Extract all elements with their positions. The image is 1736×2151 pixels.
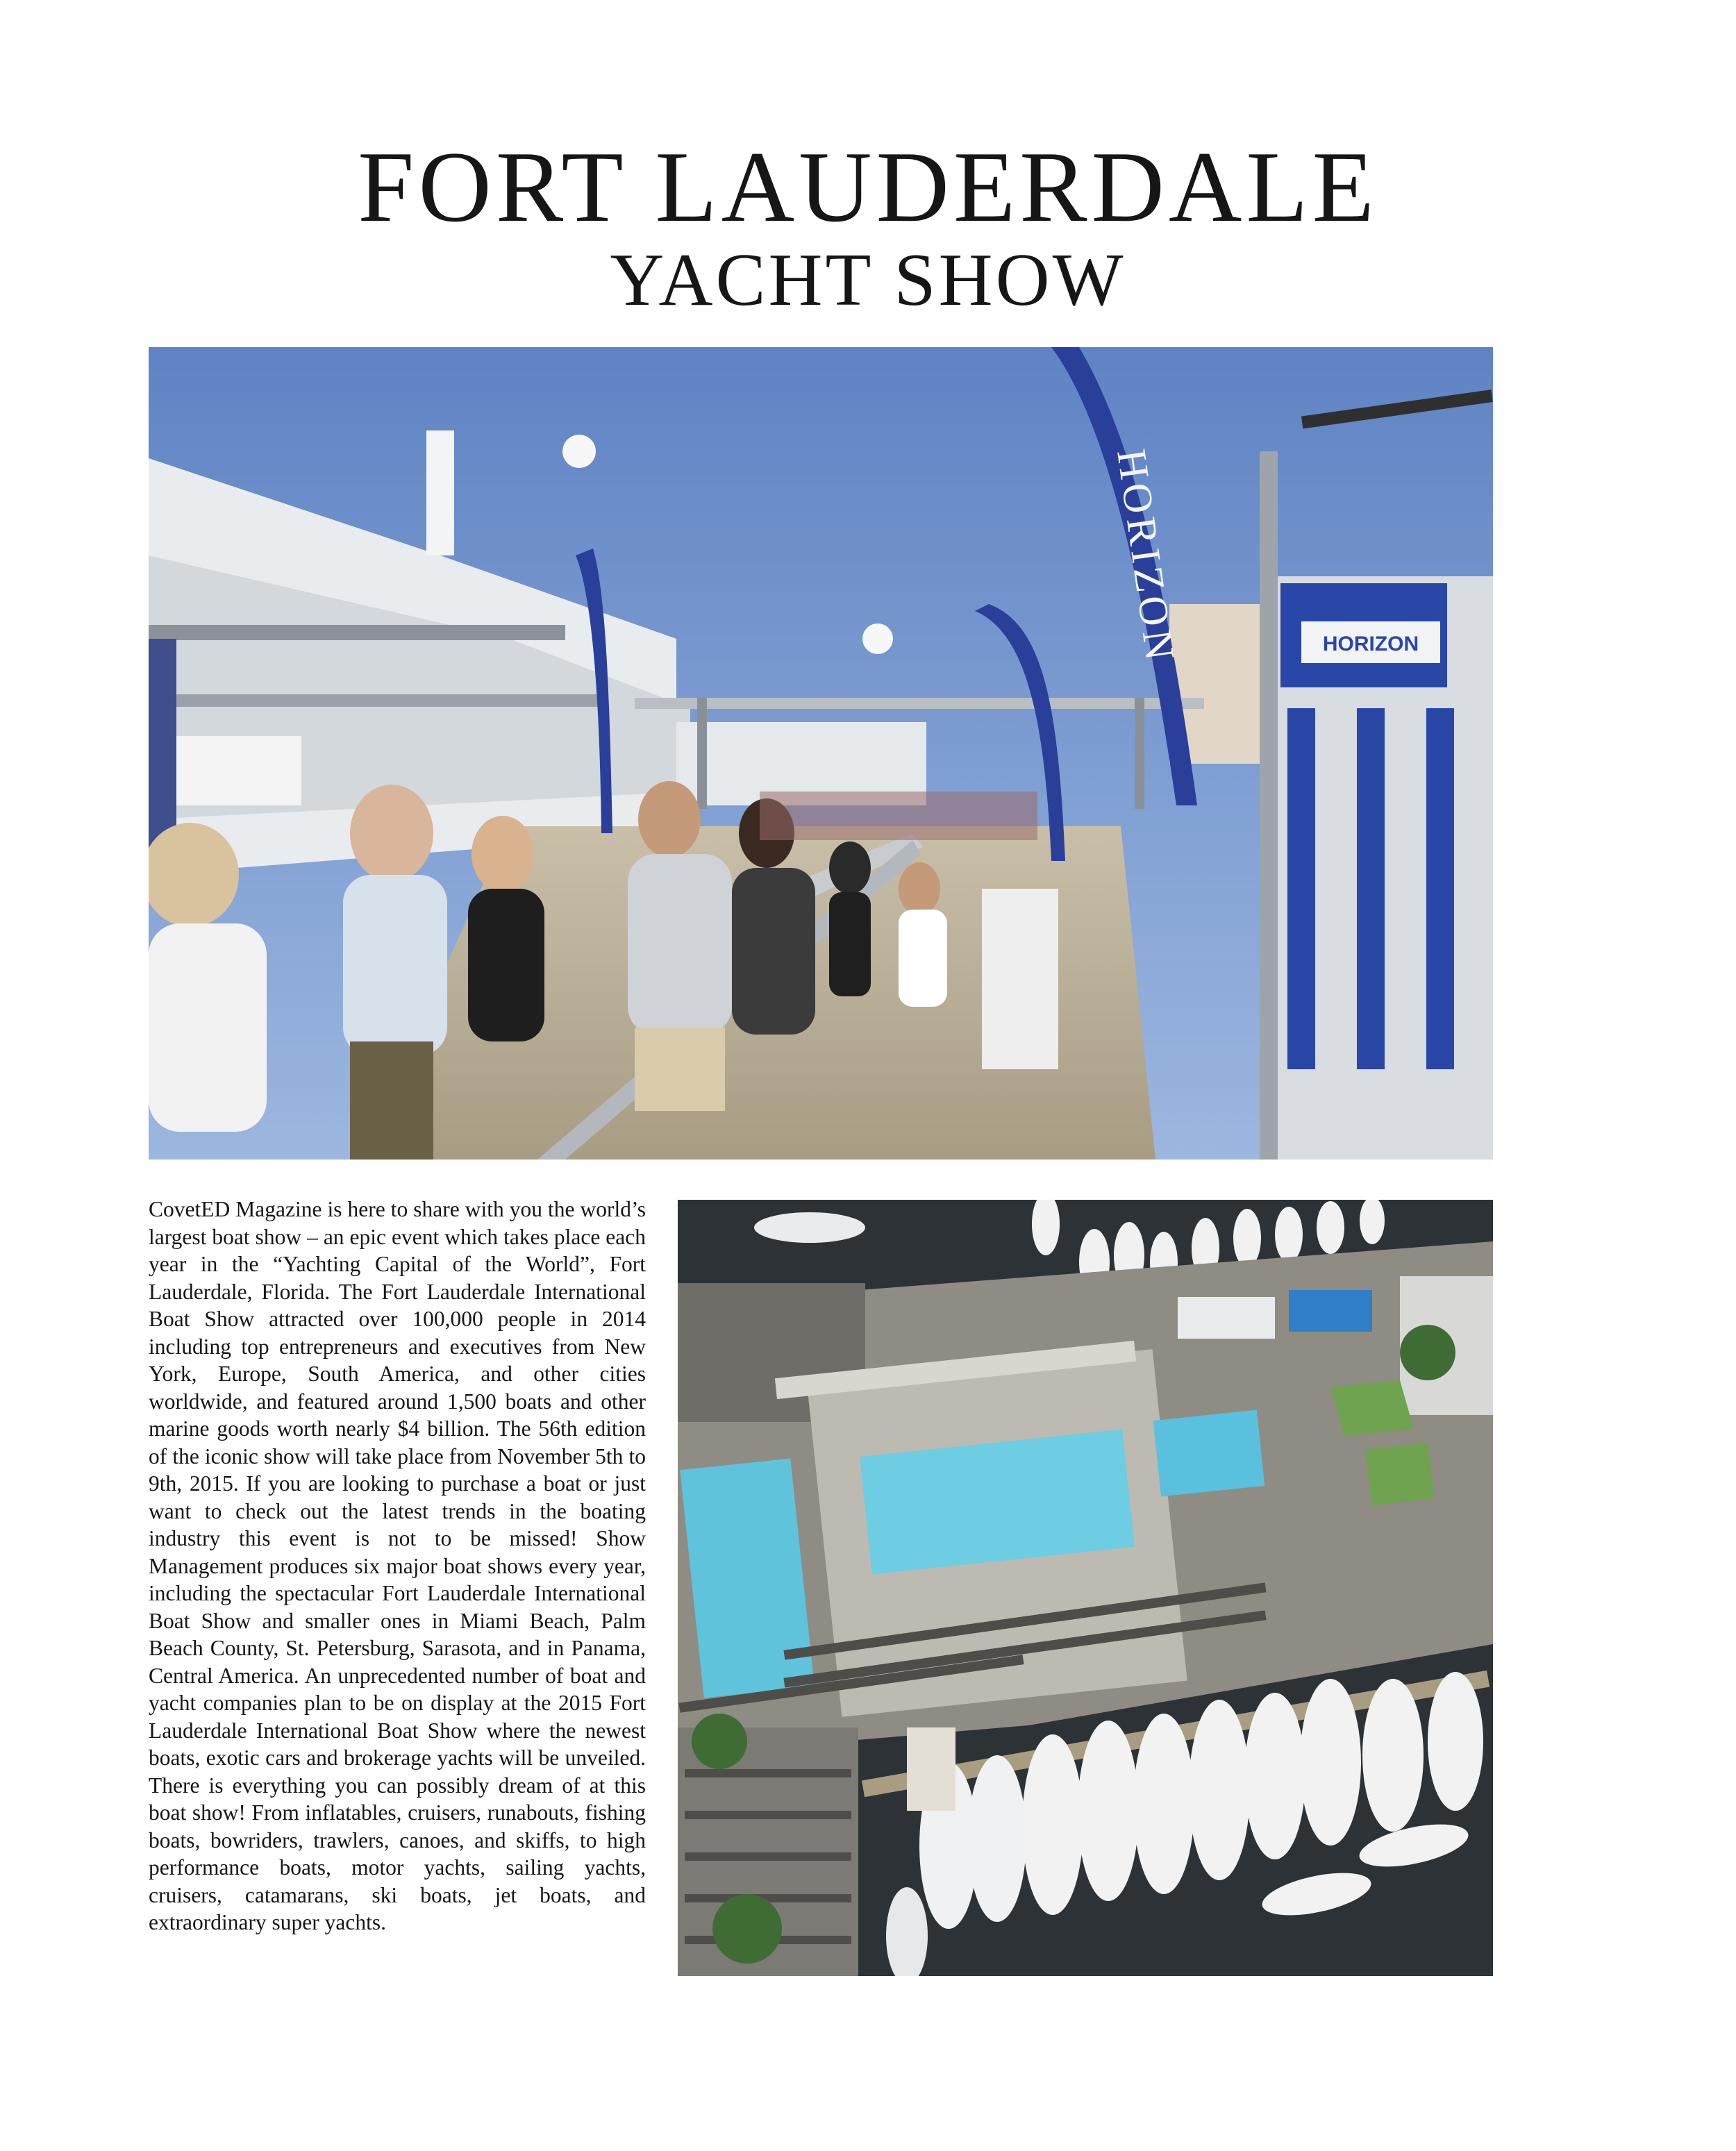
lawn: [1330, 1380, 1414, 1436]
dock-building: [907, 1727, 955, 1811]
dock-crowd-photo: [149, 347, 1493, 1160]
svg-text:HORIZON: HORIZON: [1322, 633, 1419, 655]
horizon-booth: [1274, 576, 1493, 1160]
svg-text:HORIZON: HORIZON: [1108, 446, 1184, 667]
tree: [692, 1714, 747, 1769]
page-title: FORT LAUDERDALE: [358, 131, 1378, 243]
page-subtitle: YACHT SHOW: [610, 239, 1126, 321]
article-body: CovetED Magazine is here to share with you the world’s largest boat show – an epic event which takes place each year in the “Yachting Capital of the World”, Fort Lauderdale, Florida. The Fort Lauderdale International Boat Show attracted over 100,000 people in 2014 including top entrepreneurs and executives from New York, Europe, South America, and other cities worldwide, and featured around 1,500 boats and other marine goods worth nearly $4 billion. The 56th edition of the iconic show will take place from November 5th to 9th, 2015. If you are looking to purchase a boat or just want to check out the latest trends in the boating industry this event is not to be missed! Show Management produces six major boat shows every year, including the spectacular Fort Lauderdale International Boat Show and smaller ones in Miami Beach, Palm Beach County, St. Petersburg, Sarasota, and in Panama, Central America. An unprecedented number of boat and yacht companies plan to be on display at the 2015 Fort Lauderdale International Boat Show where the newest boats, exotic cars and brokerage yachts will be unveiled. There is everything you can possibly dream of at this boat show! From inflatables, cruisers, runabouts, fishing boats, bowriders, trawlers, canoes, and skiffs, to high performance boats, motor yachts, sailing yachts, cruisers, catamarans, ski boats, jet boats, and extraordinary super yachts.: [149, 1197, 646, 1934]
power-pedestal: [982, 889, 1058, 1069]
blue-roof: [1289, 1290, 1372, 1332]
aerial-marina-photo: [678, 1200, 1493, 1976]
aerial-marina-illustration: [678, 1200, 1493, 1976]
training-pool: [1153, 1409, 1265, 1496]
overhead-gantry: [635, 698, 1204, 709]
dock-crowd-illustration: [149, 347, 1493, 1160]
utility-pole: [1260, 451, 1278, 1160]
